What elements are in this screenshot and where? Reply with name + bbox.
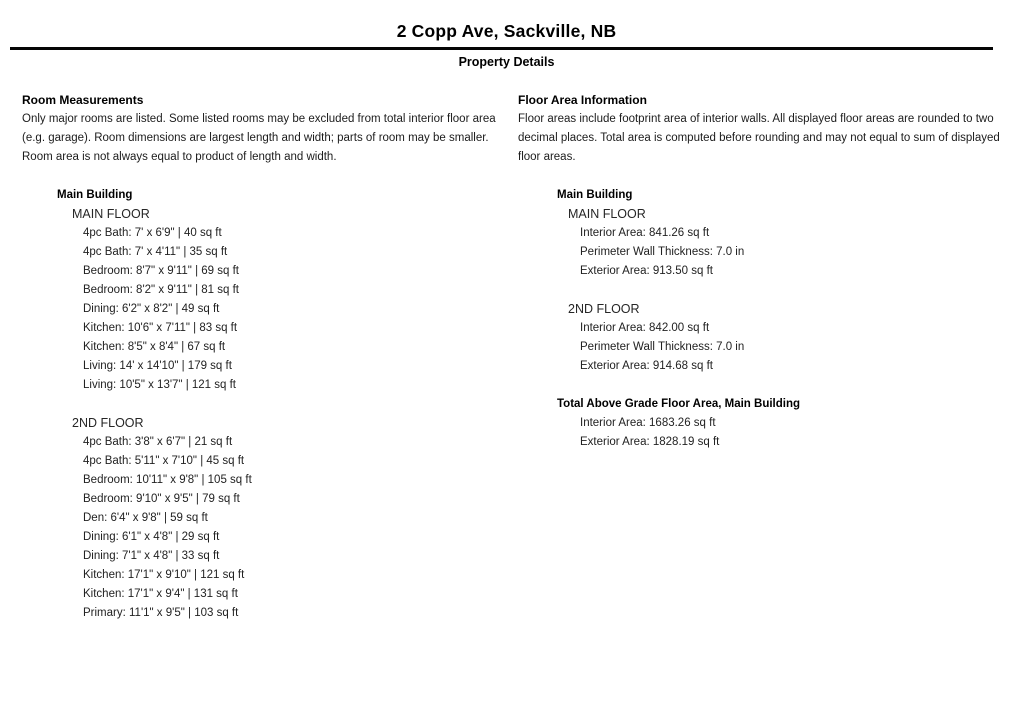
- header-divider: [10, 47, 993, 50]
- room-list: [22, 433, 512, 623]
- room-line: 4pc Bath: 7' x 6'9" | 40 sq ft: [83, 227, 222, 239]
- building-name: Main Building: [57, 189, 133, 201]
- stat-line: Exterior Area: 913.50 sq ft: [580, 265, 713, 277]
- room-line: Dining: 6'2" x 8'2" | 49 sq ft: [83, 303, 220, 315]
- stat-list: [518, 319, 1008, 376]
- stat-line: Perimeter Wall Thickness: 7.0 in: [580, 341, 745, 353]
- floor-list: [22, 205, 512, 623]
- floor-area-description: [518, 110, 1008, 167]
- room-line: Living: 10'5" x 13'7" | 121 sq ft: [83, 379, 236, 391]
- stat-line: Exterior Area: 914.68 sq ft: [580, 360, 713, 372]
- floor-area-section: [518, 91, 1008, 452]
- room-line: Dining: 7'1" x 4'8" | 33 sq ft: [83, 550, 220, 562]
- room-measurements-intro: [22, 91, 512, 167]
- floor-block: [22, 414, 512, 623]
- floor-area-intro: [518, 91, 1008, 167]
- description-line: Only major rooms are listed. Some listed rooms may be excluded from total interior floor area: [22, 113, 496, 125]
- floor-name: 2ND FLOOR: [72, 416, 144, 430]
- floor-block: [518, 205, 1008, 281]
- total-floor-area-heading: Total Above Grade Floor Area, Main Building: [557, 398, 801, 410]
- room-measurements-building: [22, 186, 512, 623]
- room-line: 4pc Bath: 5'11" x 7'10" | 45 sq ft: [83, 455, 245, 467]
- stat-line: Interior Area: 1683.26 sq ft: [580, 417, 716, 429]
- room-list: [22, 224, 512, 395]
- room-line: 4pc Bath: 3'8" x 6'7" | 21 sq ft: [83, 436, 233, 448]
- room-line: Bedroom: 9'10" x 9'5" | 79 sq ft: [83, 493, 240, 505]
- room-measurements-section: [22, 91, 512, 642]
- description-line: decimal places. Total area is computed before rounding and may not equal to sum of displayed: [518, 132, 1000, 144]
- floor-name: 2ND FLOOR: [568, 302, 640, 316]
- room-line: Bedroom: 8'7" x 9'11" | 69 sq ft: [83, 265, 239, 277]
- room-line: Kitchen: 17'1" x 9'4" | 131 sq ft: [83, 588, 238, 600]
- room-line: Dining: 6'1" x 4'8" | 29 sq ft: [83, 531, 220, 543]
- room-line: Primary: 11'1" x 9'5" | 103 sq ft: [83, 607, 239, 619]
- floor-name: MAIN FLOOR: [568, 207, 646, 221]
- stat-list: [518, 224, 1008, 281]
- room-line: Kitchen: 8'5" x 8'4" | 67 sq ft: [83, 341, 226, 353]
- description-line: Floor areas include footprint area of interior walls. All displayed floor areas are rounded to two: [518, 113, 994, 125]
- building-name: Main Building: [557, 189, 633, 201]
- room-line: Den: 6'4" x 9'8" | 59 sq ft: [83, 512, 208, 524]
- room-line: Bedroom: 10'11" x 9'8" | 105 sq ft: [83, 474, 252, 486]
- floor-list: [518, 205, 1008, 376]
- document-subtitle: Property Details: [458, 55, 555, 69]
- stat-line: Interior Area: 841.26 sq ft: [580, 227, 710, 239]
- stat-line: Exterior Area: 1828.19 sq ft: [580, 436, 720, 448]
- room-line: Kitchen: 10'6" x 7'11" | 83 sq ft: [83, 322, 238, 334]
- stat-line: Interior Area: 842.00 sq ft: [580, 322, 710, 334]
- room-line: Bedroom: 8'2" x 9'11" | 81 sq ft: [83, 284, 239, 296]
- room-line: Living: 14' x 14'10" | 179 sq ft: [83, 360, 232, 372]
- floor-block: [518, 300, 1008, 376]
- total-stat-list: [518, 414, 1008, 452]
- room-measurements-heading: Room Measurements: [22, 93, 144, 107]
- document-title: 2 Copp Ave, Sackville, NB: [396, 21, 617, 41]
- room-line: Kitchen: 17'1" x 9'10" | 121 sq ft: [83, 569, 245, 581]
- description-line: (e.g. garage). Room dimensions are largest length and width; parts of room may be smaller.: [22, 132, 489, 144]
- description-line: Room area is not always equal to product of length and width.: [22, 151, 337, 163]
- description-line: floor areas.: [518, 151, 576, 163]
- stat-line: Perimeter Wall Thickness: 7.0 in: [580, 246, 745, 258]
- floor-block: [22, 205, 512, 395]
- total-floor-area-section: [518, 395, 1008, 452]
- floor-area-building: [518, 186, 1008, 376]
- floor-area-heading: Floor Area Information: [518, 93, 647, 107]
- floor-name: MAIN FLOOR: [72, 207, 150, 221]
- room-measurements-description: [22, 110, 512, 167]
- room-line: 4pc Bath: 7' x 4'11" | 35 sq ft: [83, 246, 228, 258]
